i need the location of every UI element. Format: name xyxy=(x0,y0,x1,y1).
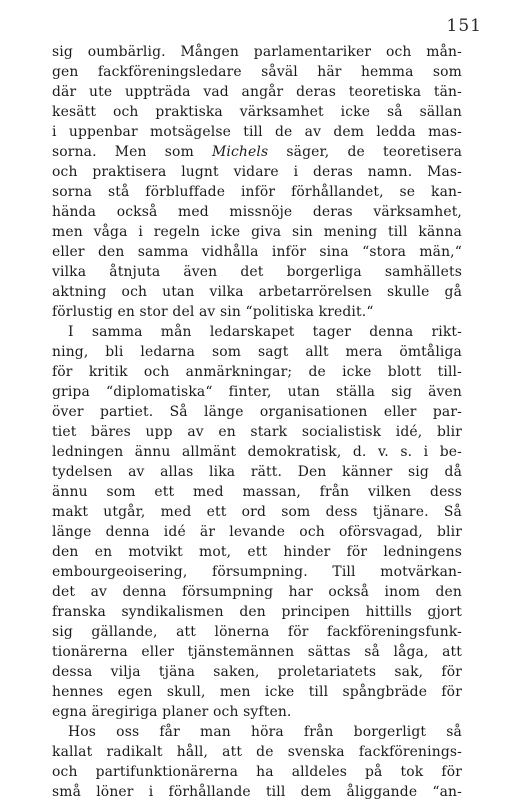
text-line: aktning och utan vilka arbetarrörelsen skulle gå xyxy=(52,284,462,300)
text-line: förlustig en stor del av sin “politiska kredit.“ xyxy=(52,304,374,320)
text-fragment: sorna. Men som xyxy=(52,144,213,160)
text-line: Hos oss får man höra från borgerligt så xyxy=(68,724,462,740)
paragraph-1 xyxy=(52,42,462,322)
text-line: sig oumbärlig. Mången parlamentariker och mån- xyxy=(52,44,462,60)
text-line: tiet bäres upp av en stark socialistisk idé, blir xyxy=(52,424,462,440)
text-line: hända också med missnöje deras värksamhet, xyxy=(52,204,462,220)
text-line: I samma mån ledarskapet tager denna rikt- xyxy=(68,324,462,340)
text-line: egna äregiriga planer och syften. xyxy=(52,704,292,720)
text-line: över partiet. Så länge organisationen eller par- xyxy=(52,404,462,420)
text-line: och praktisera lugnt vidare i deras namn. Mas- xyxy=(52,164,462,180)
text-line: embourgeoisering, försumpning. Till motvärkan- xyxy=(52,564,462,580)
text-line: ning, bli ledarna som sagt allt mera ömtåliga xyxy=(52,344,462,360)
text-line: franska syndikalismen den principen hittills gjort xyxy=(52,604,462,620)
text-line: den en motvikt mot, ett hinder för ledningens xyxy=(52,544,462,560)
page-number: 151 xyxy=(446,16,482,36)
text-line: kallat radikalt håll, att de svenska fackförenings- xyxy=(52,744,462,760)
text-line: sig gällande, att lönerna för fackföreningsfunk- xyxy=(52,624,462,640)
text-line: eller den samma vidhålla inför sina “stora män,“ xyxy=(52,244,462,260)
text-line: i uppenbar motsägelse till de av dem ledda mas- xyxy=(52,124,462,140)
text-line: dessa vilja tjäna saken, proletariatets sak, för xyxy=(52,664,462,680)
paragraph-3 xyxy=(52,722,462,802)
text-line: för kritik och anmärkningar; de icke blott till- xyxy=(52,364,462,380)
text-line: men våga i regeln icke giva sin mening till känna xyxy=(52,224,462,240)
text-line: och partifunktionärerna ha alldeles på tok för xyxy=(52,764,462,780)
text-line: sorna stå förbluffade inför förhållandet, se kan- xyxy=(52,184,462,200)
text-line: länge denna idé är levande och oförsvagad, blir xyxy=(52,524,462,540)
paragraph-2 xyxy=(52,322,462,722)
text-fragment: säger, de teoretisera xyxy=(268,144,462,160)
text-line: tionärerna eller tjänstemännen sättas så låga, att xyxy=(52,644,462,660)
italic-author-name: Michels xyxy=(212,144,269,160)
text-line: små löner i förhållande till dem åliggande “an- xyxy=(52,784,462,800)
text-line: ännu som ett med massan, från vilken dess xyxy=(52,484,462,500)
text-line: makt utgår, med ett ord som dess tjänare. Så xyxy=(52,504,462,520)
text-line: kesätt och praktiska värksamhet icke så sällan xyxy=(52,104,462,120)
text-line: hennes egen skull, men icke till spångbräde för xyxy=(52,684,462,700)
text-line: gen fackföreningsledare såväl här hemma som xyxy=(52,64,462,80)
text-line: tydelsen av allas lika rätt. Den känner sig då xyxy=(52,464,462,480)
text-line: det av denna försumpning har också inom den xyxy=(52,584,462,600)
text-line: vilka åtnjuta även det borgerliga samhällets xyxy=(52,264,462,280)
text-line: ledningen ännu allmänt demokratisk, d. v. s. i be- xyxy=(52,444,462,460)
text-line: gripa “diplomatiska“ finter, utan ställa sig även xyxy=(52,384,462,400)
text-line: där ute uppträda vad angår deras teoretiska tän- xyxy=(52,84,462,100)
text-line-with-name xyxy=(52,142,462,162)
page-text xyxy=(52,42,462,802)
